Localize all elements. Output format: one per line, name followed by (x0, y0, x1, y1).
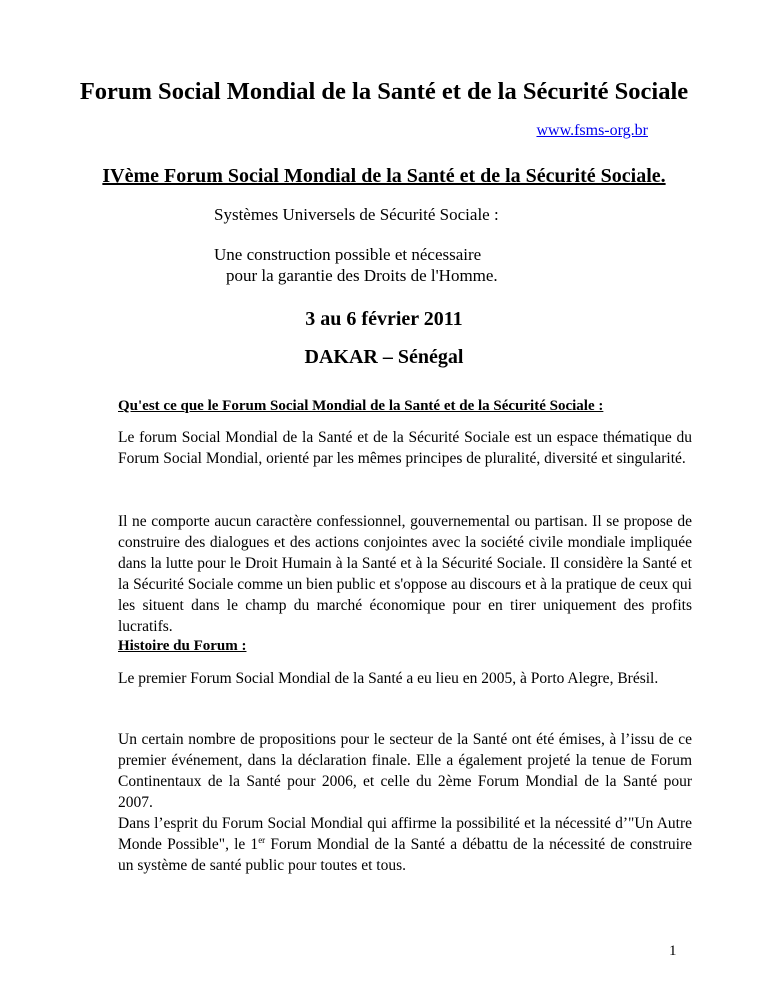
event-dates: 3 au 6 février 2011 (305, 308, 463, 330)
ordinal-superscript: er (258, 835, 266, 845)
document-title: Forum Social Mondial de la Santé et de la Sécurité Sociale (79, 78, 689, 105)
theme-line-3: pour la garantie des Droits de l'Homme. (226, 266, 498, 285)
section-heading-history: Histoire du Forum : (118, 638, 247, 654)
history-spirit (118, 813, 692, 876)
website-link[interactable]: www.fsms-org.br (536, 122, 648, 139)
paragraph-first-forum: Le premier Forum Social Mondial de la Santé a eu lieu en 2005, à Porto Alegre, Brésil. (118, 670, 659, 687)
theme-line-1: Systèmes Universels de Sécurité Sociale : (214, 205, 499, 224)
section-heading-what-is: Qu'est ce que le Forum Social Mondial de la Santé et de la Sécurité Sociale : (118, 398, 604, 414)
event-location: DAKAR – Sénégal (304, 346, 464, 368)
paragraph-history-details (118, 729, 692, 876)
history-spirit-end: Forum Mondial de la Santé a débattu de la nécessité de construire un système de santé public pour toutes et tous. (118, 836, 692, 874)
history-spirit-start: Dans l’esprit du Forum Social Mondial qui affirme la possibilité et la nécessité d’"Un Autre Monde Possible", le 1 (118, 815, 692, 853)
theme-line-2: Une construction possible et nécessaire (214, 245, 482, 264)
paragraph-principles: Il ne comporte aucun caractère confessionnel, gouvernemental ou partisan. Il se propose de construire des dialogues et des actions conjointes avec la société civile mondiale impliquée dans la lutte pour le Droit Humain à la Santé et à la Sécurité Sociale. Il considère la Santé et la Sécurité Sociale comme un bien public et s'oppose au discours et à la pratique de ceux qui les situent dans le champ du marché économique pour en tirer uniquement des profits lucratifs. (118, 513, 692, 635)
event-subtitle: IVème Forum Social Mondial de la Santé et de la Sécurité Sociale. (102, 165, 666, 187)
history-propositions: Un certain nombre de propositions pour le secteur de la Santé ont été émises, à l’issu de ce premier événement, dans la déclaration finale. Elle a également projeté la tenue de Forum Continentaux de la Santé pour 2006, et celle du 2ème Forum Mondial de la Santé pour 2007. (118, 731, 692, 811)
page-number: 1 (669, 943, 677, 959)
paragraph-definition: Le forum Social Mondial de la Santé et de la Sécurité Sociale est un espace thématique du Forum Social Mondial, orienté par les mêmes principes de pluralité, diversité et singularité. (118, 429, 692, 467)
